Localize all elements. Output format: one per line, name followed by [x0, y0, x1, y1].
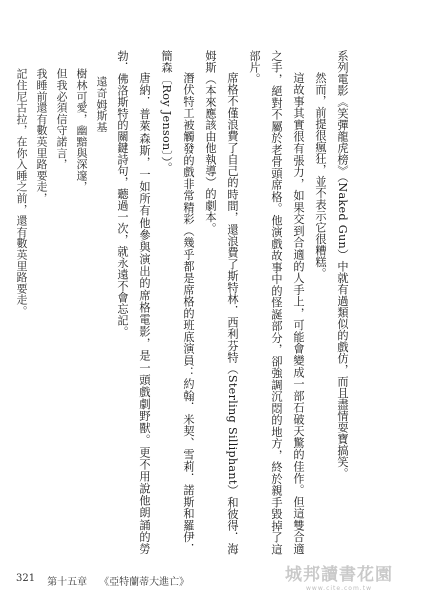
- paragraph-5: 潛伏特工被觸發的戲非常精彩（幾乎都是席格的班底演員：約翰．米契、雪莉．諾斯和羅伊．簡森〔Roy Jenson〕）。: [160, 50, 195, 555]
- chapter-label: 第十五章: [47, 577, 88, 588]
- poem-title: 遠奇姆斯基: [95, 76, 108, 133]
- watermark-logo: [285, 560, 393, 592]
- page-footer: [16, 573, 189, 588]
- body-text: [15, 50, 353, 555]
- paragraph-4: 席格不僅浪費了自己的時間，還浪費了斯特林．西利芬特（Sterling Silliphant）和彼得．海姆斯（本來應該由他執導）的劇本。: [204, 50, 239, 555]
- paragraph-2: 然而，前提很瘋狂，並不表示它很糟糕。: [314, 72, 327, 280]
- watermark-url: www.cite.com.tw: [306, 585, 372, 592]
- paragraph-6: 唐納．普萊森斯，一如所有他參與演出的席格電影，是一頭戲劇野獸。更不用說他朗誦的勞勃．佛洛斯特的關鍵詩句，聽過一次，就永遠不會忘記。: [116, 50, 151, 555]
- paragraph-1: 系列電影《笑彈龍虎榜》（Naked Gun）中就有過類似的戲仿，而且盡情耍寶搞笑。: [336, 50, 349, 480]
- poem-block: [11, 50, 111, 555]
- paragraph-3: 這故事其實很有張力，如果交到合適的人手上，可能會變成一部石破天驚的佳作。但這雙合適之手，絕對不屬於老骨頭席格。他演戲故事中的怪誕部分，卻強調沉悶的地方，終於親手毀掉了這部片。: [248, 50, 305, 555]
- poem-line: 樹林可愛，幽黯與深邃，: [75, 68, 88, 193]
- watermark-text: 城邦讀書花園: [285, 565, 393, 585]
- poem-line: 但我必須信守諾言，: [55, 68, 68, 170]
- chapter-title: 《亞特蘭蒂大進亡》: [99, 577, 190, 588]
- poem-line: 我睡前還有數英里路要走，: [35, 68, 48, 204]
- page-number: 321: [16, 573, 36, 584]
- poem-line: 記住尼古拉，在你入睡之前，還有數英里路要走。: [15, 68, 28, 317]
